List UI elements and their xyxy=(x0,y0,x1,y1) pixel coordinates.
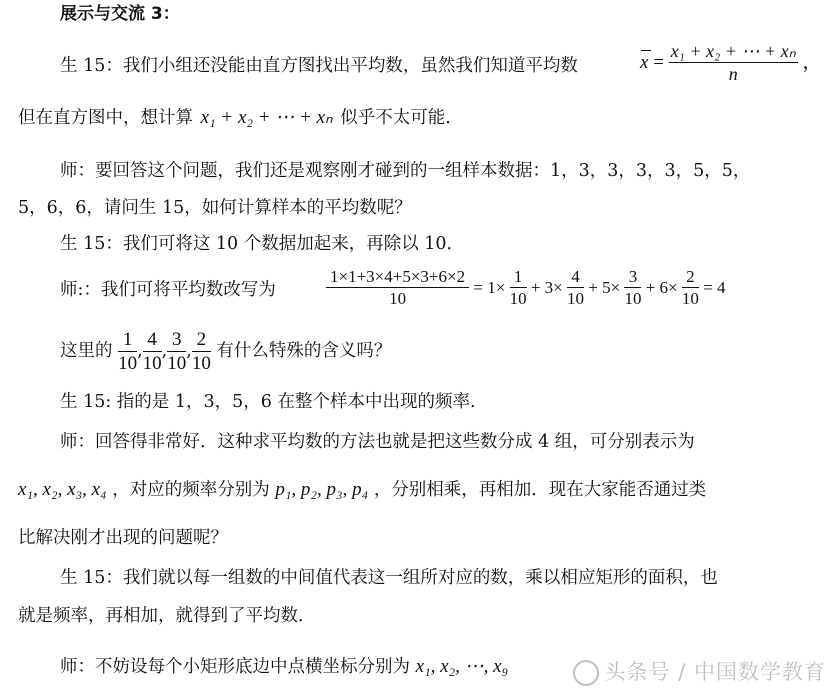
big-fraction: $\frac{1\times 1+3\times 4+5\times 3+6\times 2}{10}$ xyxy=(326,268,469,307)
watermark: 头条号 / 中国数学教育 xyxy=(573,656,826,686)
paragraph-9: 比解决刚才出现的问题呢？ xyxy=(18,528,228,548)
paragraph-2a: 师：要回答这个问题，我们还是观察刚才碰到的一组样本数据：1，3，3，3，3，5，5， xyxy=(60,161,751,181)
rewritten-mean-formula: $\frac{1\times 1+3\times 4+5\times 3+6\times 2}{10}$ = 1× $\frac{1}{10}$ + 3× $\frac{4}{10}$ + 5× $\frac{3}{10}$ + 6× $\frac{2}{10}$ = 4 xyxy=(326,268,725,307)
fraction-3-10: $\frac{3}{10}$ xyxy=(624,267,642,308)
fraction-4-10: $\frac{4}{10}$ xyxy=(567,267,584,308)
paragraph-5: 这里的 $\frac{1}{10}$ , $\frac{4}{10}$ , $\frac{3}{10}$ , $\frac{2}{10}$ 有什么特殊的含义吗？ xyxy=(60,329,392,374)
xbar-symbol: x xyxy=(640,53,648,72)
paragraph-4-label: 师:：我们可将平均数改写为 xyxy=(60,280,276,300)
watermark-logo-icon xyxy=(573,660,599,686)
freq-fraction-3: $\frac{3}{10}$ xyxy=(167,329,187,374)
section-title: 展示与交流 3： xyxy=(60,4,180,24)
paragraph-2b: 5，6，6，请问生 15，如何计算样本的平均数呢？ xyxy=(18,198,412,218)
mean-fraction: $\frac{\text{x₁ + x₂ + ⋯ + xₙ}}{n}$ xyxy=(670,41,796,84)
para1-b1: 但在直方图中，想计算 xyxy=(18,108,193,128)
paragraph-11: 师：不妨设每个小矩形底边中点横坐标分别为 x₁, x₂, ⋯, x₉ xyxy=(60,656,509,677)
p-variables: p₁, p₂, p₃, p₄ xyxy=(275,479,369,500)
freq-fraction-1: $\frac{1}{10}$ xyxy=(118,329,138,374)
freq-fraction-2: $\frac{4}{10}$ xyxy=(142,329,162,374)
paragraph-3: 生 15：我们可将这 10 个数据加起来，再除以 10． xyxy=(60,234,465,254)
x-variables-9: x₁, x₂, ⋯, x₉ xyxy=(415,656,509,677)
mean-formula: x = $\frac{\text{x₁ + x₂ + ⋯ + xₙ}}{n}$ ， xyxy=(640,41,822,84)
sum-expression: x₁ + x₂ + ⋯ + xₙ xyxy=(200,107,333,128)
paragraph-7: 师：回答得非常好．这种求平均数的方法也就是把这些数分成 4 组，可分别表示为 xyxy=(60,432,695,452)
fraction-1-10: $\frac{1}{10}$ xyxy=(509,267,527,308)
paragraph-6: 生 15: 指的是 1，3，5，6 在整个样本中出现的频率. xyxy=(60,392,476,412)
para1-text: 生 15：我们小组还没能由直方图找出平均数，虽然我们知道平均数 xyxy=(60,56,578,76)
para1-b2: 似乎不太可能． xyxy=(340,108,463,128)
paragraph-10b: 就是频率，再相加，就得到了平均数． xyxy=(18,606,316,626)
freq-fraction-4: $\frac{2}{10}$ xyxy=(191,329,211,374)
paragraph-1a xyxy=(60,58,578,76)
fraction-2-10: $\frac{2}{10}$ xyxy=(681,267,699,308)
x-variables: x₁, x₂, x₃, x₄ xyxy=(18,479,107,500)
paragraph-1b xyxy=(18,108,463,128)
paragraph-10a: 生 15：我们就以每一组数的中间值代表这一组所对应的数，乘以相应矩形的面积，也 xyxy=(60,568,718,588)
paragraph-8: x₁, x₂, x₃, x₄ ，对应的频率分别为 p₁, p₂, p₃, p₄ ，分别相乘，再相加．现在大家能否通过类 xyxy=(18,479,707,500)
